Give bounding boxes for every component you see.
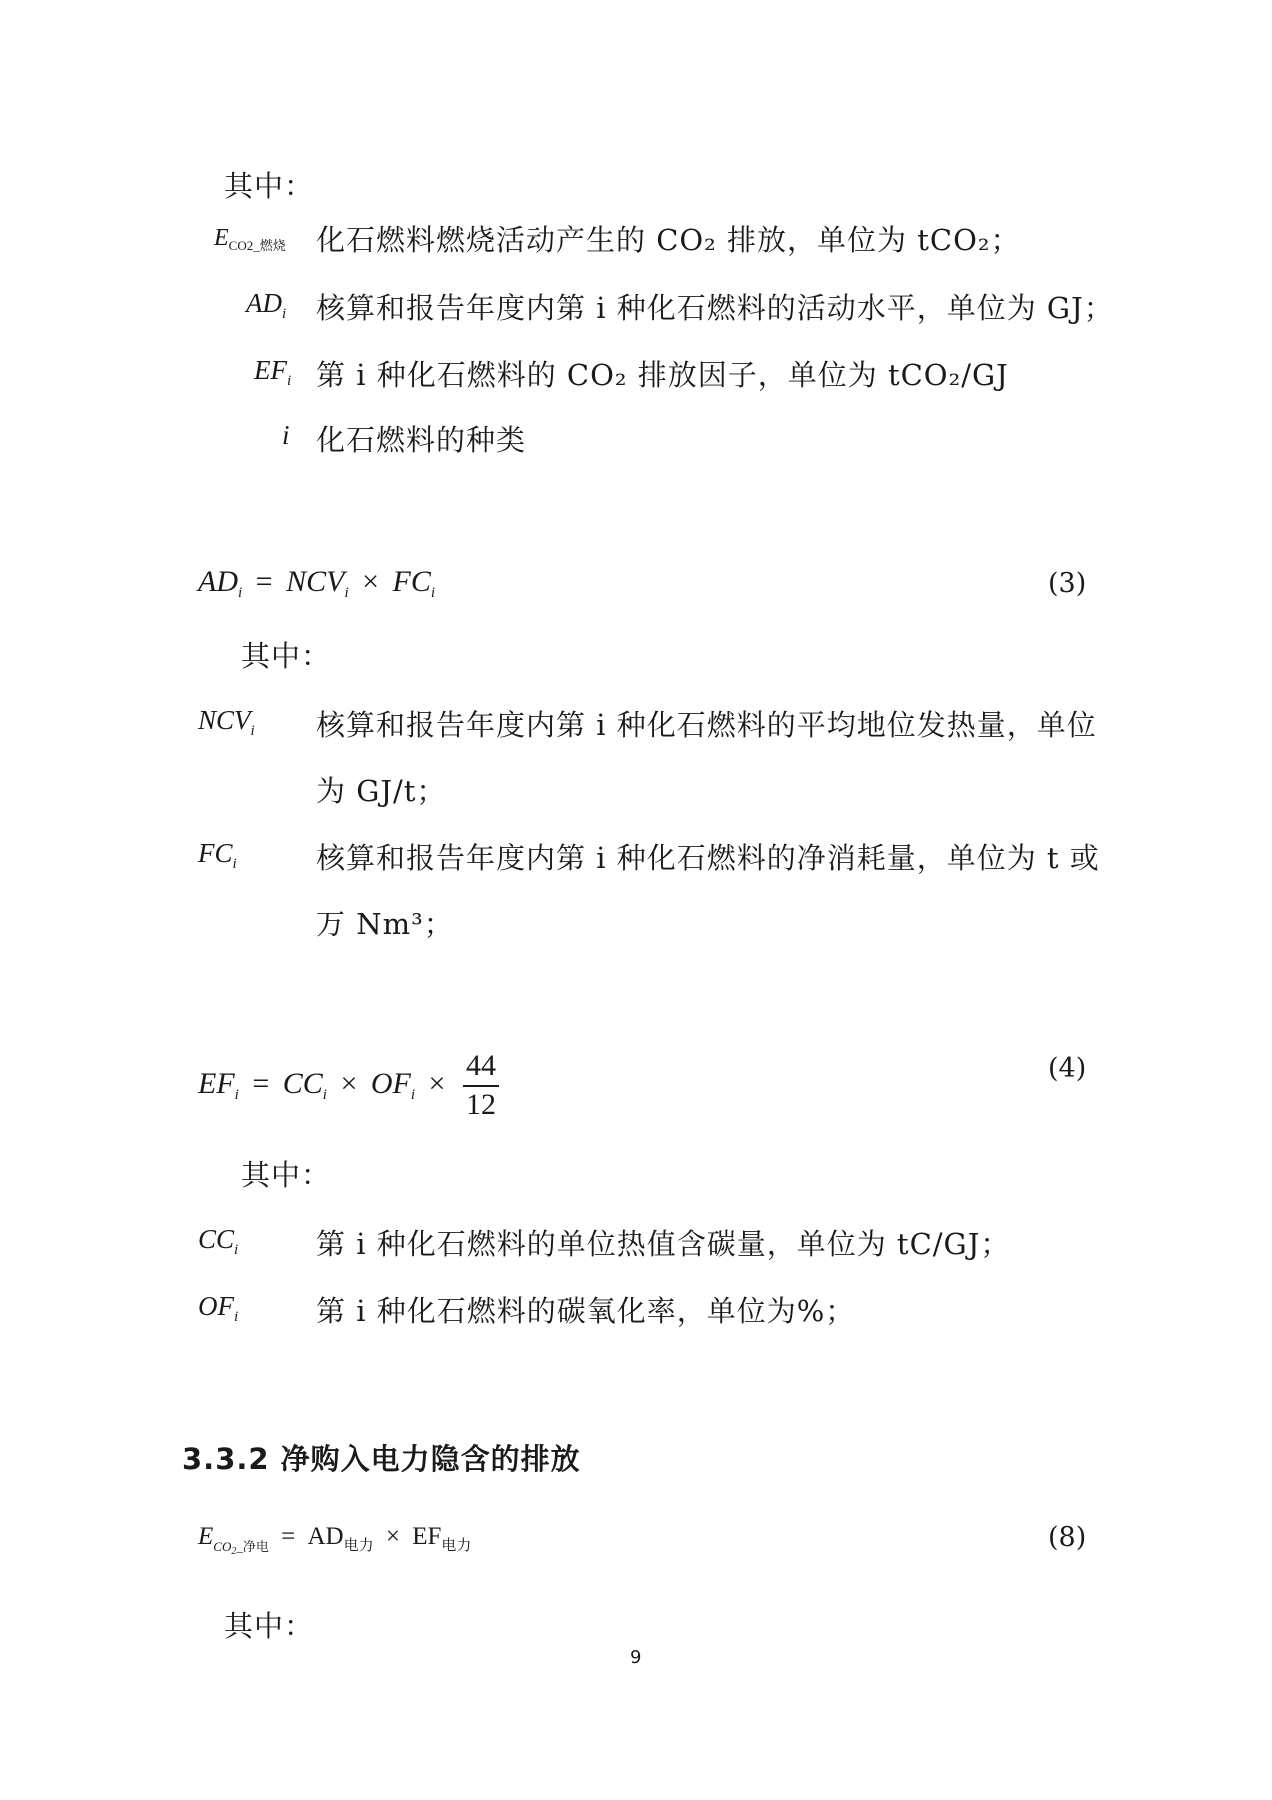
equation-4: $EF_i = CC_i \times OF_i$ × $\frac{44}{12}$: [198, 1049, 499, 1123]
definition-ncv-i-line2: 为 GJ/t；: [316, 774, 447, 808]
symbol-ncv-i: $NCV_i$: [198, 705, 255, 739]
symbol-ad-i: $AD_i$: [246, 288, 287, 322]
page-number: 9: [630, 1647, 642, 1668]
symbol-ef-i: $EF_i$: [254, 355, 292, 389]
equation-4-number: (4): [1048, 1053, 1087, 1084]
symbol-cc-i: $CC_i$: [198, 1224, 239, 1258]
where-label-3: 其中：: [241, 1158, 332, 1192]
section-heading-3-3-2: 3.3.2 净购入电力隐含的排放: [182, 1442, 581, 1476]
where-label-1: 其中：: [224, 169, 315, 203]
where-label-2: 其中：: [241, 639, 332, 673]
definition-fc-i-line1: 核算和报告年度内第 i 种化石燃料的净消耗量，单位为 t 或: [316, 841, 1100, 875]
where-label-4: 其中：: [224, 1609, 315, 1643]
definition-cc-i: 第 i 种化石燃料的单位热值含碳量，单位为 tC/GJ；: [316, 1227, 1011, 1261]
fraction-44-over-12: $\frac{44}{12}$: [463, 1049, 499, 1123]
definition-ncv-i-line1: 核算和报告年度内第 i 种化石燃料的平均地位发热量，单位: [316, 708, 1097, 742]
definition-ad-i: 核算和报告年度内第 i 种化石燃料的活动水平，单位为 GJ；: [316, 291, 1114, 325]
definition-fc-i-line2: 万 Nm³；: [316, 907, 454, 941]
equation-8: $E_{CO_2\_净电} = AD_{电力} \times EF_{电力}$: [198, 1523, 472, 1557]
definition-of-i: 第 i 种化石燃料的碳氧化率，单位为%；: [316, 1294, 856, 1328]
equation-3-number: (3): [1048, 568, 1087, 599]
definition-i: 化石燃料的种类: [316, 423, 527, 457]
symbol-e-co2-combustion: $E_{CO2\_燃烧}$: [214, 225, 286, 253]
symbol-i: i: [282, 420, 290, 450]
equation-3: $AD_i = NCV_i \times FC_i$: [198, 565, 436, 601]
symbol-of-i: $OF_i$: [198, 1291, 239, 1325]
definition-ef-i: 第 i 种化石燃料的 CO₂ 排放因子，单位为 tCO₂/GJ: [316, 358, 1009, 392]
equation-8-number: (8): [1048, 1522, 1087, 1553]
definition-e-co2-combustion: 化石燃料燃烧活动产生的 CO₂ 排放，单位为 tCO₂；: [316, 223, 1021, 257]
symbol-fc-i: $FC_i$: [198, 838, 237, 872]
